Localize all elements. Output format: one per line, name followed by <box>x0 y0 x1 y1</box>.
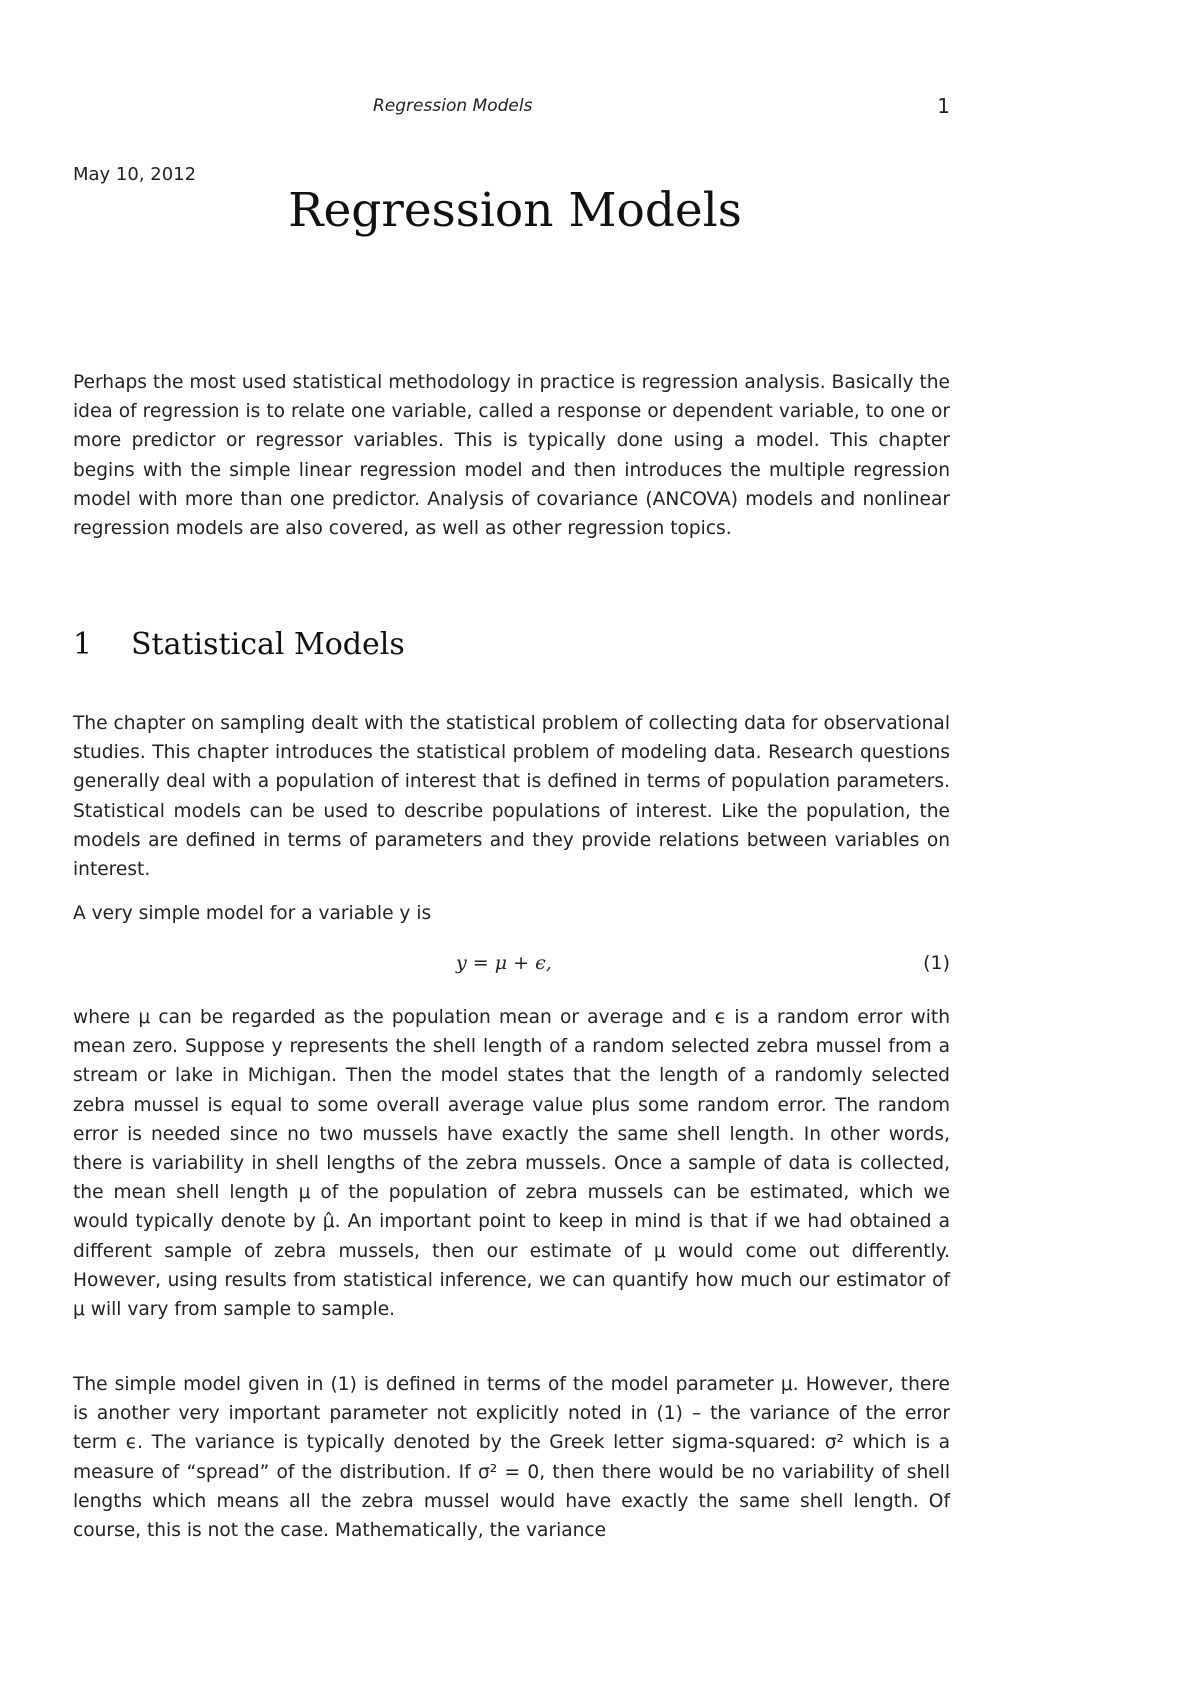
page-number: 1 <box>937 94 950 118</box>
equation-1 <box>73 952 950 984</box>
paragraph-simple-model: A very simple model for a variable y is <box>73 903 432 924</box>
running-header-title: Regression Models <box>373 96 533 116</box>
paragraph-where: where μ can be regarded as the population mean or average and ϵ is a random error with mean zero. Suppose y represents the shell length of a random selected zebra mussel from a stream or lake in Michigan. Then the model states that the length of a randomly selected zebra mussel is equal to some overall average value plus some random error. The random error is needed since no two mussels have exactly the same shell length. In other words, there is variability in shell lengths of the zebra mussels. Once a sample of data is collected, the mean shell length μ of the population of zebra mussels can be estimated, which we would typically denote by μ̂. An important point to keep in mind is that if we had obtained a different sample of zebra mussels, then our estimate of μ would come out differently. However, using results from statistical inference, we can quantify how much our estimator of μ will vary from sample to sample. <box>73 1007 950 1321</box>
intro-paragraph: Perhaps the most used statistical methodology in practice is regression analysis. Basically the idea of regression is to relate one variable, called a response or dependent variable, to one or more predictor or regressor variables. This is typically done using a model. This chapter begins with the simple linear regression model and then introduces the multiple regression model with more than one predictor. Analysis of covariance (ANCOVA) models and nonlinear regression models are also covered, as well as other regression topics. <box>73 372 950 540</box>
equation-body: y = μ + ϵ, <box>456 952 552 974</box>
document-date: May 10, 2012 <box>73 164 197 185</box>
paragraph-sampling: The chapter on sampling dealt with the statistical problem of collecting data for observational studies. This chapter introduces the statistical problem of modeling data. Research questions generally deal with a population of interest that is defined in terms of population parameters. Statistical models can be used to describe populations of interest. Like the population, the models are defined in terms of parameters and they provide relations between variables on interest. <box>73 713 950 881</box>
section-title: Statistical Models <box>131 627 405 662</box>
paragraph-parameter: The simple model given in (1) is defined in terms of the model parameter μ. However, there is another very important parameter not explicitly noted in (1) – the variance of the error term ϵ. The variance is typically denoted by the Greek letter sigma-squared: σ² which is a measure of “spread” of the distribution. If σ² = 0, then there would be no variability of shell lengths which means all the zebra mussel would have exactly the same shell length. Of course, this is not the case. Mathematically, the variance <box>73 1374 950 1542</box>
section-number: 1 <box>73 627 93 662</box>
document-title: Regression Models <box>288 183 742 238</box>
section-heading <box>73 627 405 662</box>
equation-number: (1) <box>923 952 950 974</box>
